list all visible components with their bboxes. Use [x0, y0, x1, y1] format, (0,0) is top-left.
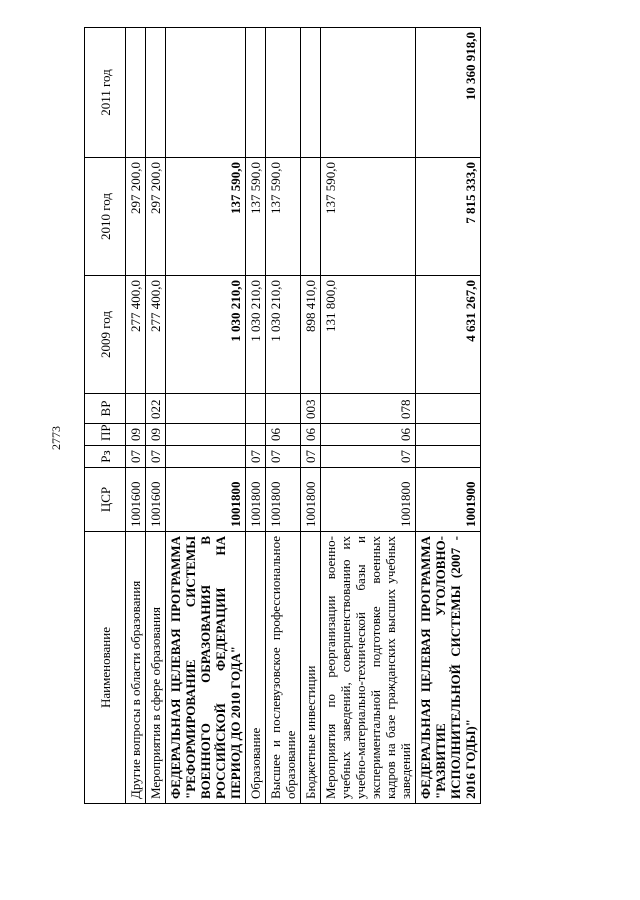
row-rz [416, 446, 481, 468]
row-2011 [126, 28, 146, 158]
row-2009: 131 800,0 [321, 276, 416, 394]
table-row [146, 28, 166, 804]
row-pr: 09 [126, 424, 146, 446]
row-csr: 1001900 [416, 468, 481, 532]
row-name: ФЕДЕРАЛЬНАЯ ЦЕЛЕВАЯ ПРОГРАММА "РЕФОРМИРОВАНИЕ СИСТЕМЫ ВОЕННОГО ОБРАЗОВАНИЯ В РОССИЙСКОЙ ФЕДЕРАЦИИ НА ПЕРИОД ДО 2010 ГОДА" [166, 532, 246, 804]
row-2009: 4 631 267,0 [416, 276, 481, 394]
row-2010: 7 815 333,0 [416, 158, 481, 276]
row-rz: 07 [301, 446, 321, 468]
row-vr [416, 394, 481, 424]
row-rz: 07 [246, 446, 266, 468]
table-row [166, 28, 246, 804]
header-csr: ЦСР [85, 468, 126, 532]
header-2011: 2011 год [85, 28, 126, 158]
row-2009: 898 410,0 [301, 276, 321, 394]
row-2010: 137 590,0 [321, 158, 416, 276]
header-vr: ВР [85, 394, 126, 424]
row-vr [126, 394, 146, 424]
header-name: Наименование [85, 532, 126, 804]
row-name: Другие вопросы в области образования [126, 532, 146, 804]
row-csr: 1001800 [246, 468, 266, 532]
row-rz: 07 [146, 446, 166, 468]
row-pr [166, 424, 246, 446]
row-name: Бюджетные инвестиции [301, 532, 321, 804]
row-vr [246, 394, 266, 424]
row-2011 [266, 28, 301, 158]
row-vr: 078 [321, 394, 416, 424]
row-2010 [301, 158, 321, 276]
row-vr [266, 394, 301, 424]
row-2010: 297 200,0 [126, 158, 146, 276]
row-vr: 003 [301, 394, 321, 424]
row-pr [246, 424, 266, 446]
row-2009: 1 030 210,0 [246, 276, 266, 394]
row-2010: 137 590,0 [246, 158, 266, 276]
table-row [416, 28, 481, 804]
row-csr: 1001600 [146, 468, 166, 532]
budget-table [84, 27, 481, 804]
row-csr: 1001600 [126, 468, 146, 532]
row-rz [166, 446, 246, 468]
table-row [126, 28, 146, 804]
row-pr: 09 [146, 424, 166, 446]
row-2010: 297 200,0 [146, 158, 166, 276]
row-2009: 277 400,0 [126, 276, 146, 394]
row-2011 [166, 28, 246, 158]
row-name: Мероприятия по реорганизации военно-учебных заведений, совершенствованию их учебно-материально-технической базы и экспериментальной подготовке военных кадров на базе гражданских высших учебных заведений [321, 532, 416, 804]
row-vr: 022 [146, 394, 166, 424]
row-2009: 1 030 210,0 [166, 276, 246, 394]
row-csr: 1001800 [321, 468, 416, 532]
row-name: ФЕДЕРАЛЬНАЯ ЦЕЛЕВАЯ ПРОГРАММА "РАЗВИТИЕ УГОЛОВНО-ИСПОЛНИТЕЛЬНОЙ СИСТЕМЫ (2007 - 2016 ГОДЫ)" [416, 532, 481, 804]
row-2010: 137 590,0 [166, 158, 246, 276]
header-pr: ПР [85, 424, 126, 446]
header-rz: Рз [85, 446, 126, 468]
page-number: 2773 [49, 426, 63, 450]
table-row [246, 28, 266, 804]
row-rz: 07 [126, 446, 146, 468]
row-rz: 07 [321, 446, 416, 468]
row-name: Мероприятия в сфере образования [146, 532, 166, 804]
row-2011 [246, 28, 266, 158]
row-pr: 06 [301, 424, 321, 446]
row-2011 [146, 28, 166, 158]
row-name: Высшее и послевузовское профессиональное образование [266, 532, 301, 804]
table-row [266, 28, 301, 804]
rotated-table-container [84, 28, 596, 804]
row-2011: 10 360 918,0 [416, 28, 481, 158]
table-header-row [85, 28, 126, 804]
header-2010: 2010 год [85, 158, 126, 276]
table-row [301, 28, 321, 804]
row-pr: 06 [321, 424, 416, 446]
row-name: Образование [246, 532, 266, 804]
row-rz: 07 [266, 446, 301, 468]
row-csr: 1001800 [266, 468, 301, 532]
row-2011 [301, 28, 321, 158]
row-vr [166, 394, 246, 424]
row-csr: 1001800 [166, 468, 246, 532]
table-row [321, 28, 416, 804]
row-2010: 137 590,0 [266, 158, 301, 276]
row-2009: 277 400,0 [146, 276, 166, 394]
row-2011 [321, 28, 416, 158]
header-2009: 2009 год [85, 276, 126, 394]
row-2009: 1 030 210,0 [266, 276, 301, 394]
row-csr: 1001800 [301, 468, 321, 532]
row-pr [416, 424, 481, 446]
row-pr: 06 [266, 424, 301, 446]
